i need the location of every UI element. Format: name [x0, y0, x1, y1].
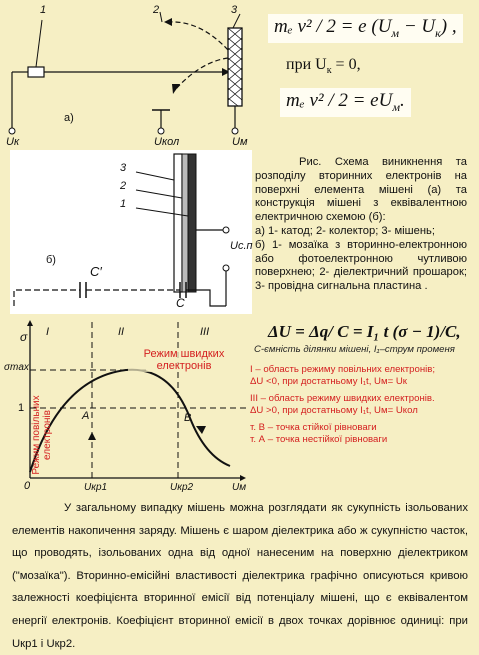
- label-ukol: Uкол: [154, 136, 180, 148]
- body-paragraph: У загальному випадку мішень можна розглядати як сукупність ізольованих елементів накопичення заряду. Мішень є шаром діелектрика або ж сукупністю часток, що проводять, ізольованих одна від одної нанесеним на поверхню діелектриком ("мозаїка"). Вторинно-емісійні властивості діелектрика графічно описуються кривою залежності коефіцієнта вторинної емісії від потенціалу мішені, що є еквівалентом енергії електронів. Коефіцієнт вторинної емісії в двох точках дорівнює одиниці: при Uкр1 і Uкр2.: [12, 502, 468, 650]
- caption-text: Рис. Схема виникнення та розподілу вторинних електронів на поверхні елемента мішені (а) та конструкція мішені з еквівалентною електричною схемою (б):: [255, 156, 467, 224]
- label-c-prime: C′: [90, 264, 102, 279]
- region-notes: І – область режиму повільних електронів; ΔU <0, при достатньому I₁t, Uм= Uк ІІІ – область режиму швидких електронів. ΔU >0, при достатньому I₁t, Uм= Uкол т. В – точка стійкої рівноваги т. А – точка нестійкої рівноваги: [250, 364, 436, 445]
- caption-b: б) 1- мозаїка з вторинно-електронною або фотоелектронною чутливою поверхнею; 2- діелектричний прошарок; 3- провідна сигнальна пластина .: [255, 238, 467, 293]
- figure-a-diagram: [0, 0, 265, 150]
- sigma-curve: [30, 370, 230, 472]
- figure-b: [10, 150, 252, 314]
- fig-a-num2: 2: [153, 4, 160, 16]
- formula-energy-simplified: mₑ $v^2 / 2 = eU_м$.: [280, 88, 411, 117]
- label-ukr2: Uкр2: [170, 482, 194, 493]
- fig-b-num1: 1: [120, 198, 127, 210]
- label-um: Uм: [232, 136, 248, 148]
- label-ukr1: Uкр1: [84, 482, 108, 493]
- slow-mode-label: Режим повільних електронів: [31, 395, 53, 475]
- region-ii-label: ІІ: [118, 326, 125, 338]
- delta-u-formula: ΔU = Δq/ C = I₁ t (σ − 1)/C,: [268, 322, 461, 341]
- formula-condition: при $U_к = 0$,: [286, 56, 361, 77]
- label-um-axis: Uм: [232, 482, 247, 493]
- region-iii-label: ІІІ: [200, 326, 210, 338]
- formula-energy: mₑ v² / 2 = e $(U_м - U_к)$ ,: [268, 14, 463, 43]
- fig-a-num3: 3: [231, 4, 238, 16]
- label-sigma-max: σmax: [4, 362, 29, 373]
- point-b-label: B: [184, 412, 192, 424]
- capacity-note: С-ємність ділянки мішені, I₁–струм променя: [254, 344, 455, 355]
- point-a-label: A: [82, 410, 90, 422]
- region-i-label: І: [46, 326, 50, 338]
- figure-caption: [255, 156, 467, 294]
- sigma-graph: [0, 318, 479, 496]
- fig-b-num3: 3: [120, 162, 127, 174]
- label-c: C: [176, 296, 185, 310]
- fig-b-num2: 2: [120, 180, 127, 192]
- figure-b-diagram: [10, 150, 252, 314]
- label-one: 1: [18, 402, 25, 414]
- fig-b-label: б): [46, 254, 56, 266]
- caption-a: а) 1- катод; 2- колектор; 3- мішень;: [255, 224, 435, 237]
- label-zero: 0: [24, 480, 31, 492]
- fast-mode-label: Режим швидких електронів: [128, 348, 240, 372]
- label-ucp: Uс.п: [230, 240, 253, 252]
- figure-a: [0, 0, 265, 150]
- fig-a-label: а): [64, 112, 74, 124]
- label-uk: Uк: [6, 136, 20, 148]
- fig-a-num1: 1: [40, 4, 47, 16]
- label-sigma: σ: [20, 330, 28, 344]
- cathode-element: [28, 67, 44, 77]
